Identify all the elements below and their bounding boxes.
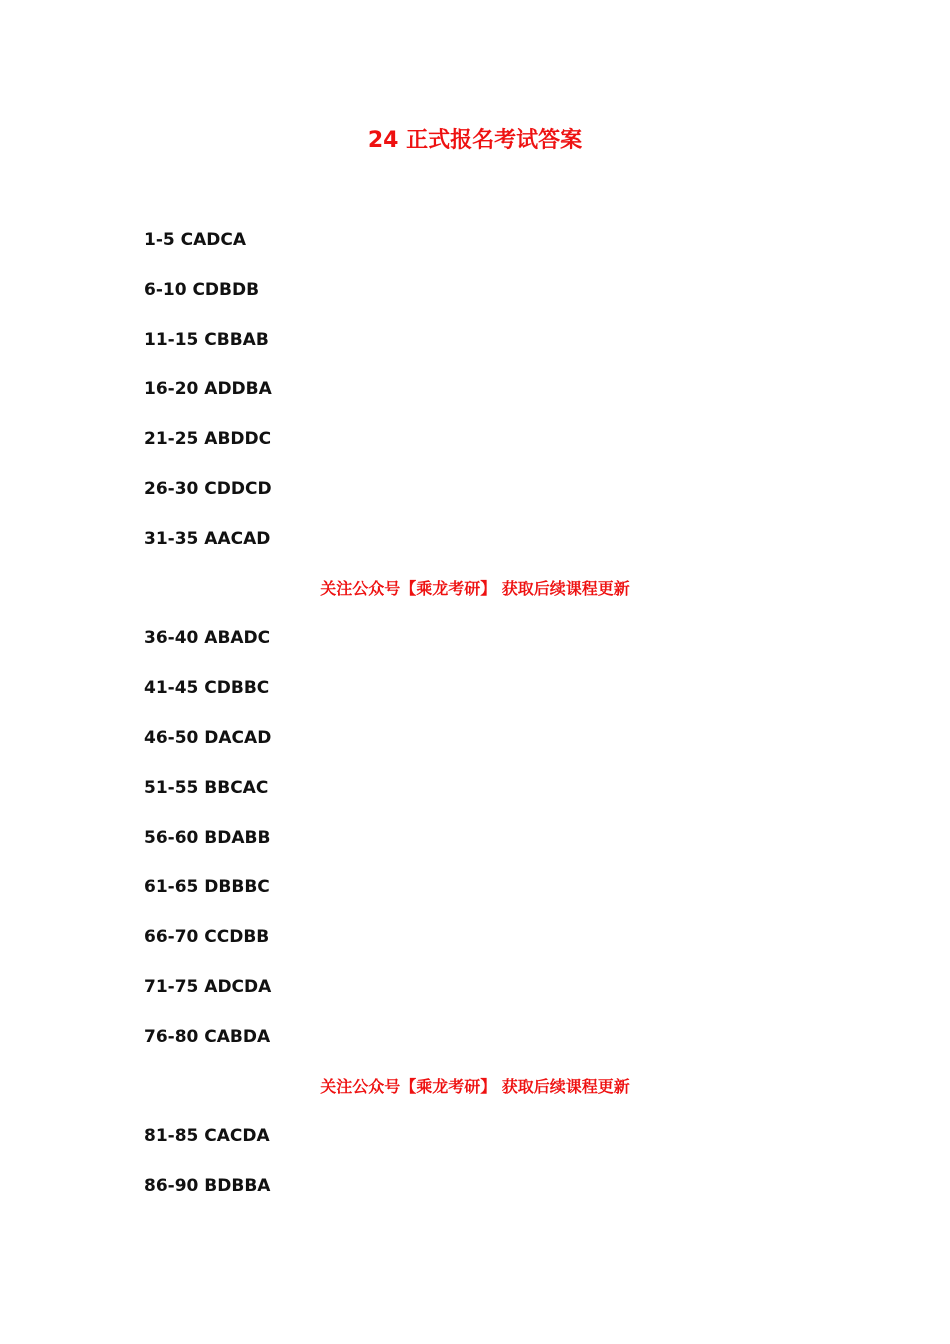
answer-line: 86-90 BDBBA: [144, 1176, 271, 1197]
answer-row: [0, 374, 950, 424]
answer-line: 41-45 CDBBC: [144, 678, 270, 699]
answer-line: 46-50 DACAD: [144, 727, 272, 748]
answer-line: 61-65 DBBBC: [144, 877, 270, 898]
answer-row: [0, 275, 950, 325]
follow-notice: 关注公众号【乘龙考研】 获取后续课程更新: [320, 578, 630, 598]
answer-list: [0, 225, 950, 1221]
answer-line: 51-55 BBCAC: [144, 777, 269, 798]
answer-row: [0, 922, 950, 972]
answer-line: 36-40 ABADC: [144, 628, 271, 649]
answer-row: [0, 524, 950, 574]
follow-notice: 关注公众号【乘龙考研】 获取后续课程更新: [320, 1076, 630, 1096]
answer-row: [0, 474, 950, 524]
answer-line: 21-25 ABDDC: [144, 429, 272, 450]
answer-line: 31-35 AACAD: [144, 528, 271, 549]
answer-row: [0, 325, 950, 375]
answer-row: [0, 424, 950, 474]
answer-row: [0, 972, 950, 1022]
answer-line: 81-85 CACDA: [144, 1126, 270, 1147]
answer-line: 66-70 CCDBB: [144, 927, 270, 948]
answer-row: [0, 823, 950, 873]
answer-line: 56-60 BDABB: [144, 827, 271, 848]
answer-row: [0, 872, 950, 922]
answer-row: [0, 773, 950, 823]
answer-row: [0, 1171, 950, 1221]
answer-line: 76-80 CABDA: [144, 1026, 271, 1047]
answer-row: [0, 623, 950, 673]
answer-line: 71-75 ADCDA: [144, 976, 272, 997]
answer-row: [0, 1022, 950, 1072]
answer-line: 6-10 CDBDB: [144, 279, 260, 300]
answer-row: [0, 1121, 950, 1171]
answer-row: [0, 723, 950, 773]
answer-row: [0, 225, 950, 275]
answer-line: 1-5 CADCA: [144, 230, 247, 250]
answer-line: 26-30 CDDCD: [144, 478, 272, 499]
answer-row: [0, 673, 950, 723]
answer-line: 11-15 CBBAB: [144, 329, 269, 350]
notice-row: [0, 1072, 950, 1122]
answer-line: 16-20 ADDBA: [144, 379, 272, 400]
notice-row: [0, 574, 950, 624]
document-title: 24 正式报名考试答案: [367, 128, 583, 153]
